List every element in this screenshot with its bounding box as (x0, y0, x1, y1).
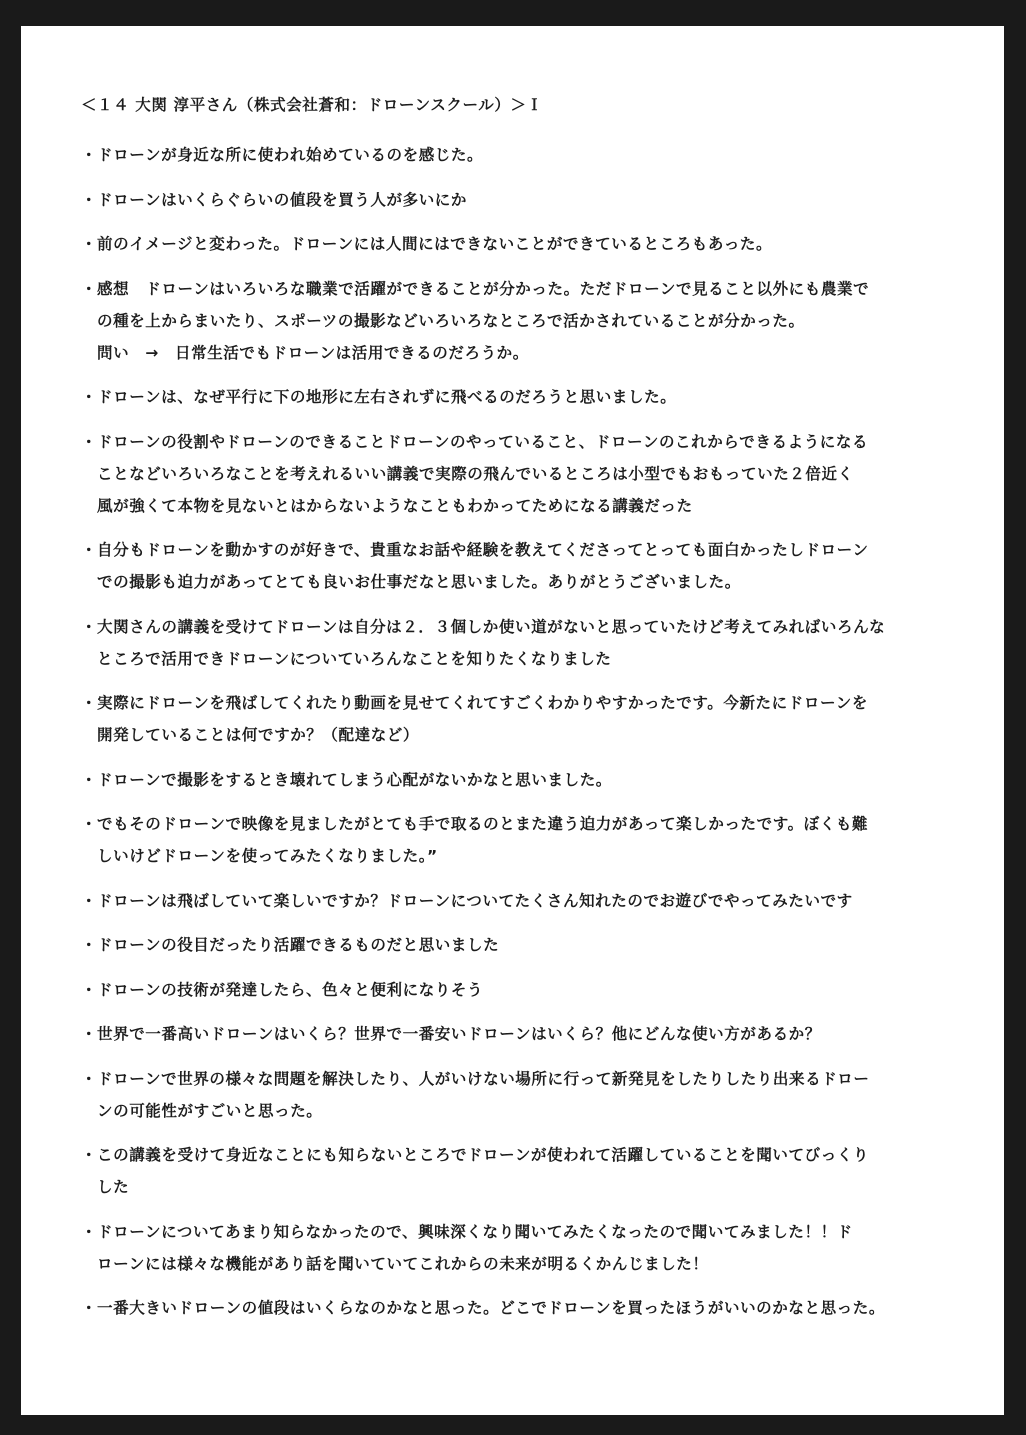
bullet-mark: ・ (81, 235, 98, 253)
comment-text-line: でもそのドローンで映像を見ましたがとても手で取るのとまた違う迫力があって楽しかったです。ぼくも難 (97, 815, 869, 833)
comment-text-line: 前のイメージと変わった。ドローンには人間にはできないことができているところもあった。 (97, 235, 773, 253)
comment-item (81, 426, 961, 522)
comment-list (81, 139, 961, 1324)
comment-text-line: 自分もドローンを動かすのが好きで、貴重なお話や経験を教えてくださってとっても面白かったしドローン (97, 541, 869, 559)
comment-text-line: での撮影も迫力があってとても良いお仕事だなと思いました。ありがとうございました。 (97, 573, 741, 591)
bullet-mark: ・ (81, 815, 98, 833)
bullet-mark: ・ (81, 936, 98, 954)
document-page (21, 26, 1004, 1415)
comment-item (81, 687, 961, 751)
comment-text-line: ドローンが身近な所に使われ始めているのを感じた。 (97, 146, 484, 164)
comment-text-line: 大関さんの講義を受けてドローンは自分は２．３個しか使い道がないと思っていたけど考えてみればいろんな (97, 617, 886, 636)
comment-item (81, 885, 961, 917)
document-content (81, 86, 961, 1337)
bullet-mark: ・ (81, 770, 98, 789)
comment-text-line: 一番大きいドローンの値段はいくらなのかなと思った。どこでドローンを買ったほうがいいのかなと思った。 (97, 1299, 885, 1317)
document-title: ＜１４ 大関 淳平さん（株式会社蒼和：ドローンスクール）＞Ｉ (81, 96, 543, 114)
comment-text-line: ドローンの役目だったり活躍できるものだと思いました (97, 936, 500, 954)
comment-text-line: しいけどドローンを使ってみたくなりました。” (97, 847, 438, 865)
comment-item (81, 228, 961, 260)
bullet-mark: ・ (81, 190, 98, 209)
comment-item (81, 1139, 961, 1203)
comment-text-line: ドローンの技術が発達したら、色々と便利になりそう (97, 980, 484, 999)
bullet-mark: ・ (81, 1299, 98, 1317)
comment-text-line: ドローンは、なぜ平行に下の地形に左右されずに飛べるのだろうと思いました。 (97, 388, 677, 406)
comment-item (81, 273, 961, 369)
comment-item (81, 139, 961, 171)
comment-item (81, 381, 961, 413)
comment-item (81, 1292, 961, 1324)
comment-item (81, 1018, 961, 1050)
bullet-mark: ・ (81, 541, 98, 559)
comment-text-line: 実際にドローンを飛ばしてくれたり動画を見せてくれてすごくわかりやすかったです。今新たにドローンを (97, 694, 868, 712)
bullet-mark: ・ (81, 1146, 98, 1164)
bullet-mark: ・ (81, 432, 98, 451)
comment-text-line: 風が強くて本物を見ないとはからないようなこともわかってためになる講義だった (97, 496, 693, 515)
comment-item (81, 1063, 961, 1127)
bullet-mark: ・ (81, 388, 98, 406)
comment-text-line: の種を上からまいたり、スポーツの撮影などいろいろなところで活かされていることが分かった。 (97, 311, 805, 330)
comment-text-line: 問い → 日常生活でもドローンは活用できるのだろうか。 (97, 343, 529, 362)
comment-text-line: この講義を受けて身近なことにも知らないところでドローンが使われて活躍していることを聞いてびっくり (97, 1146, 870, 1164)
comment-text-line: ローンには様々な機能があり話を聞いていてこれからの未来が明るくかんじました！ (97, 1254, 709, 1273)
comment-text-line: ところで活用できドローンについていろんなことを知りたくなりました (97, 649, 612, 668)
comment-item (81, 764, 961, 796)
comment-text-line: ンの可能性がすごいと思った。 (97, 1101, 323, 1120)
bullet-mark: ・ (81, 1069, 98, 1088)
comment-item (81, 184, 961, 216)
comment-text-line: ドローンは飛ばしていて楽しいですか？ドローンについてたくさん知れたのでお遊びでやってみたいです (97, 891, 853, 910)
comment-item (81, 929, 961, 961)
bullet-mark: ・ (81, 694, 98, 712)
comment-text-line: した (97, 1178, 130, 1196)
bullet-mark: ・ (81, 891, 98, 910)
bullet-mark: ・ (81, 1025, 98, 1043)
comment-item (81, 808, 961, 872)
comment-text-line: 開発していることは何ですか？（配達など） (97, 726, 420, 744)
comment-item (81, 1216, 961, 1280)
comment-text-line: 世界で一番高いドローンはいくら？世界で一番安いドローンはいくら？他にどんな使い方があるか？ (97, 1025, 821, 1043)
comment-text-line: ドローンの役割やドローンのできることドローンのやっていること、ドローンのこれからできるようになる (97, 432, 869, 451)
comment-text-line: ドローンについてあまり知らなかったので、興味深くなり聞いてみたくなったので聞いてみました！！ド (97, 1222, 853, 1241)
comment-item (81, 611, 961, 675)
comment-text-line: ことなどいろいろなことを考えれるいい講義で実際の飛んでいるところは小型でもおもっていた２倍近く (97, 464, 854, 483)
comment-text-line: ドローンで世界の様々な問題を解決したり、人がいけない場所に行って新発見をしたりしたり出来るドロー (97, 1069, 870, 1088)
comment-text-line: ドローンはいくらぐらいの値段を買う人が多いにか (97, 190, 467, 209)
comment-item (81, 534, 961, 598)
bullet-mark: ・ (81, 1222, 98, 1241)
bullet-mark: ・ (81, 279, 98, 298)
comment-item (81, 974, 961, 1006)
comment-text-line: ドローンで撮影をするとき壊れてしまう心配がないかなと思いました。 (97, 770, 612, 789)
comment-text-line: 感想 ドローンはいろいろな職業で活躍ができることが分かった。ただドローンで見ること以外にも農業で (97, 279, 870, 298)
bullet-mark: ・ (81, 617, 98, 636)
bullet-mark: ・ (81, 980, 98, 999)
bullet-mark: ・ (81, 146, 98, 164)
